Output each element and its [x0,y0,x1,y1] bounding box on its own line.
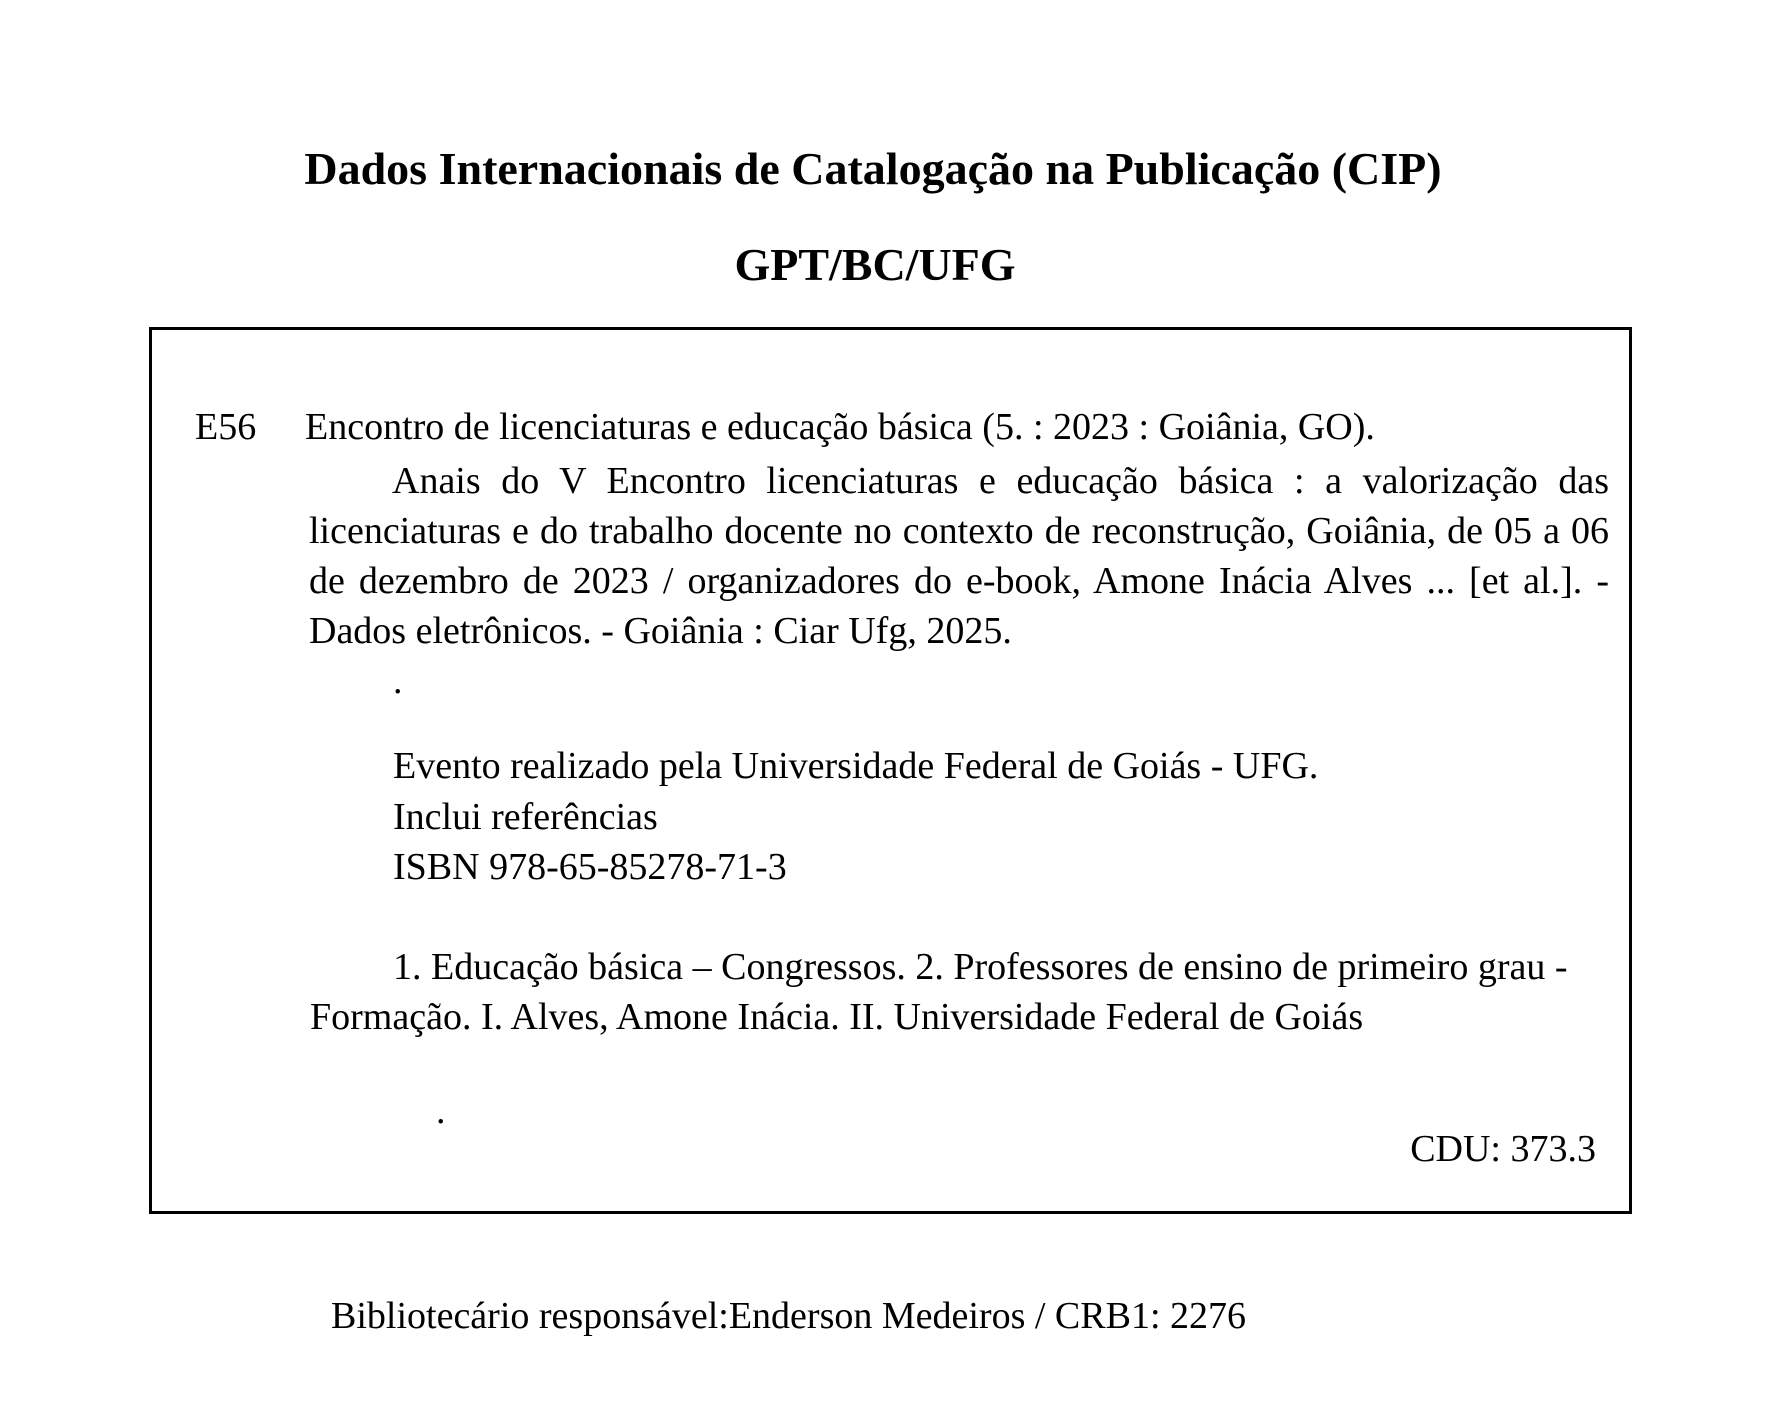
librarian-credit: Bibliotecário responsável:Enderson Medeiros / CRB1: 2276 [331,1295,1247,1337]
note-isbn: ISBN 978-65-85278-71-3 [393,846,787,888]
call-number: E56 [195,406,257,448]
cip-record-box [149,327,1632,1214]
page-subtitle: GPT/BC/UFG [734,239,1016,290]
record-description: Anais do V Encontro licenciaturas e educação básica : a valorização das licenciaturas e do trabalho docente no contexto de reconstrução, Goiânia, de 05 a 06 de dezembro de 2023 / organizadores do e-book, Amone Inácia Alves ... [et al.]. - Dados eletrônicos. - Goiânia : Ciar Ufg, 2025. [309,460,1609,652]
separator-dot: . [393,660,403,702]
note-references: Inclui referências [393,796,658,838]
cdu-classification: CDU: 373.3 [1410,1128,1596,1170]
subject-headings: 1. Educação básica – Congressos. 2. Professores de ensino de primeiro grau - Formação. I. Alves, Amone Inácia. II. Universidade Federal de Goiás [310,946,1568,1038]
separator-dot-2: . [436,1090,446,1132]
note-event: Evento realizado pela Universidade Federal de Goiás - UFG. [393,745,1319,787]
main-entry: Encontro de licenciaturas e educação básica (5. : 2023 : Goiânia, GO). [305,406,1375,448]
page-title: Dados Internacionais de Catalogação na Publicação (CIP) [304,143,1442,194]
